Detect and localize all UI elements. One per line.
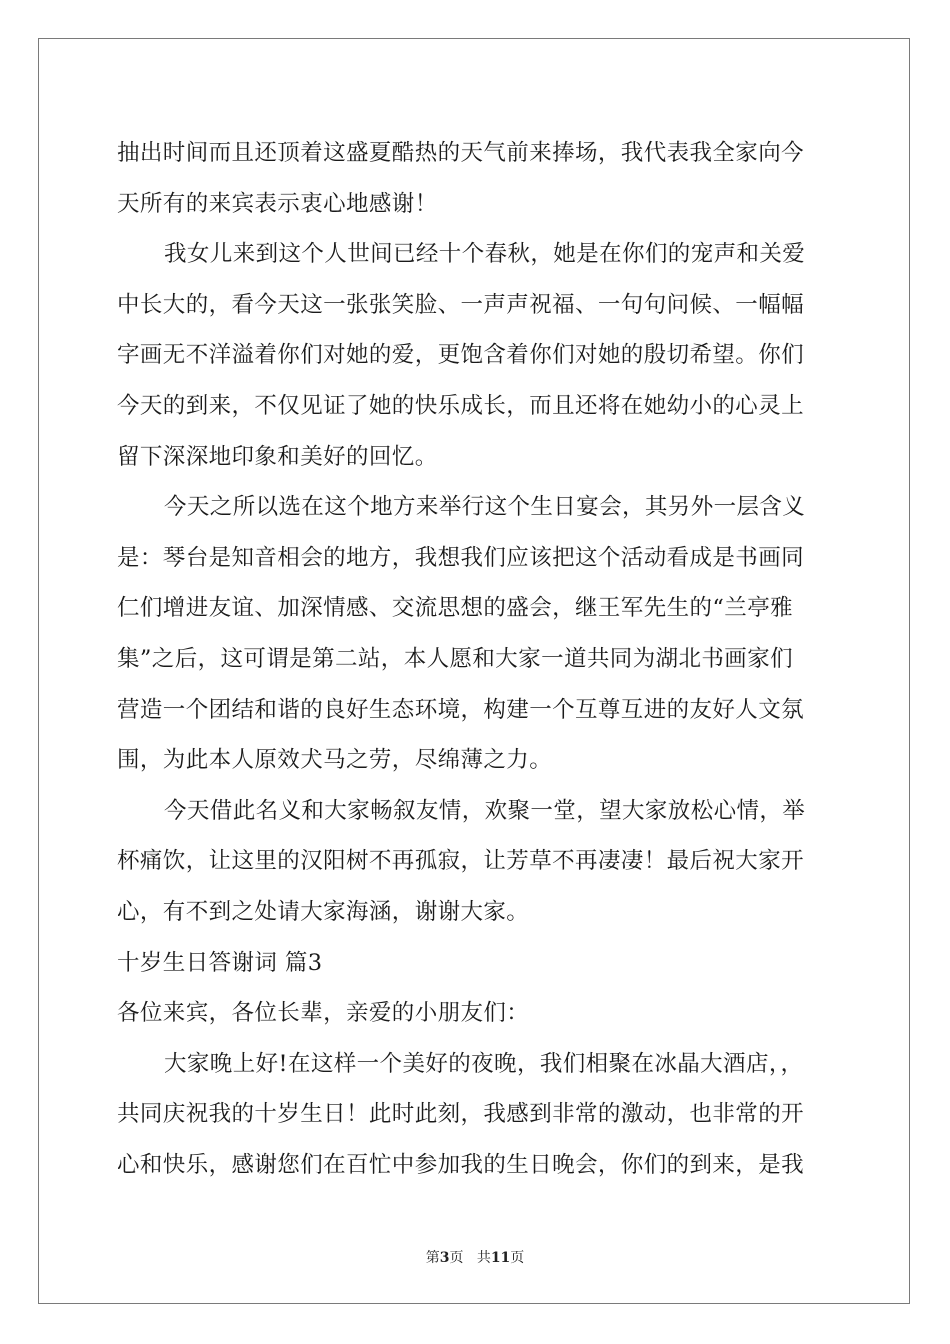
paragraph-start: 今天借此名义和大家畅叙友情，欢聚一堂，望大家放松心情，举: [164, 797, 806, 824]
paragraph-start: 我女儿来到这个人世间已经十个春秋，她是在你们的宠声和关爱: [164, 241, 806, 268]
total-prefix: 共: [476, 1250, 491, 1266]
section-heading: 十岁生日答谢词 篇3: [117, 949, 323, 976]
salutation: 各位来宾，各位长辈，亲爱的小朋友们：: [117, 1000, 530, 1027]
page-footer: [0, 1247, 950, 1267]
text-line: 天所有的来宾表示衷心地感谢！: [117, 190, 438, 217]
text-line: 仁们增进友谊、加深情感、交流思想的盛会，继王军先生的“兰亭雅: [117, 595, 794, 622]
text-line: 集”之后，这可谓是第二站，本人愿和大家一道共同为湖北书画家们: [117, 645, 794, 672]
page-prefix: 第: [425, 1250, 440, 1266]
text-line: 杯痛饮，让这里的汉阳树不再孤寂，让芳草不再凄凄！最后祝大家开: [117, 848, 805, 875]
page-number: 3: [439, 1250, 450, 1266]
page-suffix: 页: [449, 1250, 464, 1266]
total-suffix: 页: [510, 1250, 525, 1266]
text-line: 围，为此本人原效犬马之劳，尽绵薄之力。: [117, 747, 553, 774]
total-pages: 11: [490, 1250, 511, 1266]
text-line: 抽出时间而且还顶着这盛夏酷热的天气前来捧场，我代表我全家向今: [117, 140, 805, 166]
paragraph-start: 大家晚上好!在这样一个美好的夜晚，我们相聚在冰晶大酒店，，: [164, 1050, 804, 1077]
text-line: 今天的到来，不仅见证了她的快乐成长，而且还将在她幼小的心灵上: [117, 392, 805, 419]
text-line: 字画无不洋溢着你们对她的爱，更饱含着你们对她的殷切希望。你们: [117, 342, 805, 369]
text-line: 营造一个团结和谐的良好生态环境，构建一个互尊互进的友好人文氛: [117, 696, 805, 723]
text-line: 共同庆祝我的十岁生日！此时此刻，我感到非常的激动，也非常的开: [117, 1101, 805, 1128]
text-line: 中长大的，看今天这一张张笑脸、一声声祝福、一句句问候、一幅幅: [117, 291, 805, 318]
text-line: 心，有不到之处请大家海涵，谢谢大家。: [117, 898, 530, 925]
document-body: [117, 128, 833, 1190]
text-line: 是：琴台是知音相会的地方，我想我们应该把这个活动看成是书画同: [117, 544, 805, 571]
text-line: 心和快乐，感谢您们在百忙中参加我的生日晚会，你们的到来，是我: [117, 1151, 805, 1178]
paragraph-start: 今天之所以选在这个地方来举行这个生日宴会，其另外一层含义: [164, 494, 806, 521]
text-line: 留下深深地印象和美好的回忆。: [117, 443, 438, 470]
